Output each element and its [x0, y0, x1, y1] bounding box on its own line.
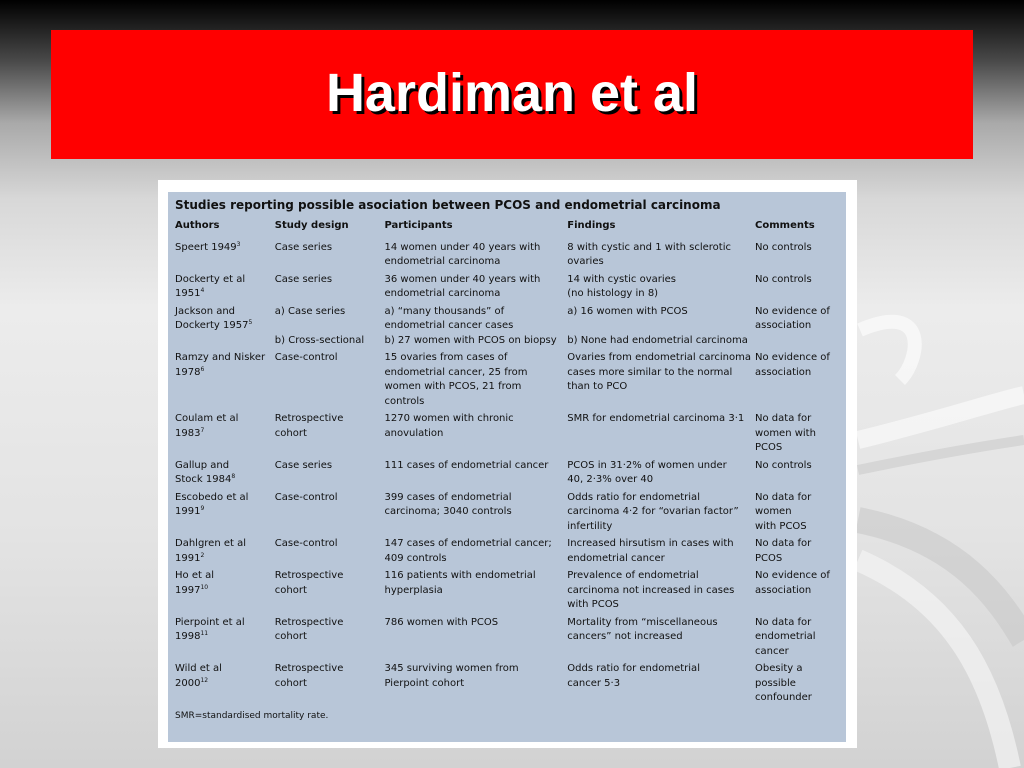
study-table [168, 192, 846, 742]
cell-findings: Odds ratio for endometrial cancer 5·3 [567, 663, 700, 689]
slide-title: Hardiman et al [325, 62, 699, 123]
table-row [175, 305, 840, 349]
cell-participants: 14 women under 40 years with endometrial carcinoma [384, 241, 541, 267]
cell-authors: Dockerty et al 1951$^4$ [175, 273, 246, 299]
cell-findings: a) 16 women with PCOS b) None had endometrial carcinoma [567, 305, 748, 346]
cell-authors: Escobedo et al 1991$^9$ [175, 491, 249, 517]
cell-participants: a) “many thousands” of endometrial cancer cases b) 27 women with PCOS on biopsy [384, 305, 557, 346]
cell-findings: Prevalence of endometrial carcinoma not increased in cases with PCOS [567, 570, 735, 610]
cell-authors: Ramzy and Nisker 1978$^6$ [175, 352, 266, 378]
title-bar [51, 30, 973, 159]
cell-authors: Speert 1949$^3$ [175, 240, 241, 253]
cell-participants: 786 women with PCOS [384, 616, 499, 628]
table-row [175, 412, 840, 456]
table-row [175, 241, 840, 270]
cell-authors: Gallup and Stock 1984$^8$ [175, 459, 236, 485]
cell-comments: No evidence of association [755, 305, 830, 331]
cell-comments: Obesity a possible confounder [755, 663, 812, 703]
cell-authors: Dahlgren et al 1991$^2$ [175, 538, 247, 564]
cell-comments: No controls [755, 459, 812, 471]
cell-design: Retrospective cohort [274, 570, 344, 596]
cell-design: Case series [274, 273, 333, 285]
cell-participants: 111 cases of endometrial cancer [384, 459, 549, 471]
cell-comments: No evidence of association [755, 352, 830, 378]
cell-comments: No evidence of association [755, 570, 830, 596]
cell-design: a) Case series b) Cross-sectional [274, 305, 365, 346]
cell-findings: 14 with cystic ovaries (no histology in 8) [567, 273, 676, 299]
cell-design: Case-control [274, 538, 338, 549]
table-row [175, 351, 840, 409]
cell-design: Case series [274, 459, 333, 471]
table-row [175, 616, 840, 660]
cell-authors: Wild et al 2000$^{12}$ [175, 663, 222, 689]
cell-findings: PCOS in 31·2% of women under 40, 2·3% over 40 [567, 459, 727, 485]
table-row [175, 491, 840, 535]
cell-participants: 36 women under 40 years with endometrial carcinoma [384, 273, 541, 299]
table-row [175, 459, 840, 488]
cell-findings: Increased hirsutism in cases with endometrial cancer [567, 538, 734, 564]
table-caption: Studies reporting possible asociation between PCOS and endometrial carcinoma [175, 198, 721, 212]
cell-authors: Pierpoint et al 1998$^{11}$ [175, 616, 245, 642]
cell-design: Case-control [274, 491, 338, 503]
table-row [175, 273, 840, 302]
cell-participants: 15 ovaries from cases of endometrial cancer, 25 from women with PCOS, 21 from controls [384, 352, 528, 407]
cell-participants: 1270 women with chronic anovulation [384, 413, 514, 439]
cell-authors: Jackson and Dockerty 1957$^5$ [175, 305, 253, 331]
cell-comments: No controls [755, 241, 812, 253]
table-image [158, 180, 857, 748]
cell-participants: 116 patients with endometrial hyperplasia [384, 570, 536, 596]
header-findings: Findings [567, 220, 616, 231]
header-comments: Comments [755, 220, 815, 231]
header-study-design: Study design [274, 220, 349, 231]
cell-findings: 8 with cystic and 1 with sclerotic ovaries [567, 241, 731, 267]
cell-findings: SMR for endometrial carcinoma 3·1 [567, 413, 745, 424]
cell-findings: Odds ratio for endometrial carcinoma 4·2 for “ovarian factor” infertility [567, 491, 739, 532]
table-header-row [175, 219, 840, 234]
cell-participants: 399 cases of endometrial carcinoma; 3040 controls [384, 491, 512, 517]
cell-comments: No data for women with PCOS [755, 491, 812, 532]
cell-design: Retrospective cohort [274, 616, 344, 642]
table-footnote: SMR=standardised mortality rate. [175, 710, 329, 721]
cell-comments: No data for women with PCOS [755, 413, 816, 453]
table-row [175, 569, 840, 613]
cell-design: Retrospective cohort [274, 663, 344, 689]
table-row [175, 537, 840, 566]
cell-comments: No data for PCOS [755, 538, 812, 564]
table-row [175, 662, 840, 706]
cell-participants: 147 cases of endometrial cancer; 409 controls [384, 538, 552, 564]
cell-design: Case-control [274, 352, 338, 363]
cell-comments: No controls [755, 273, 812, 285]
cell-authors: Ho et al 1997$^{10}$ [175, 570, 214, 596]
header-authors: Authors [175, 220, 220, 231]
cell-design: Case series [274, 241, 333, 253]
cell-authors: Coulam et al 1983$^7$ [175, 413, 239, 439]
cell-participants: 345 surviving women from Pierpoint cohort [384, 663, 519, 689]
cell-design: Retrospective cohort [274, 413, 344, 439]
cell-comments: No data for endometrial cancer [755, 616, 816, 657]
cell-findings: Ovaries from endometrial carcinoma cases more similar to the normal than to PCO [567, 352, 751, 392]
header-participants: Participants [384, 220, 453, 231]
cell-findings: Mortality from “miscellaneous cancers” not increased [567, 616, 718, 642]
